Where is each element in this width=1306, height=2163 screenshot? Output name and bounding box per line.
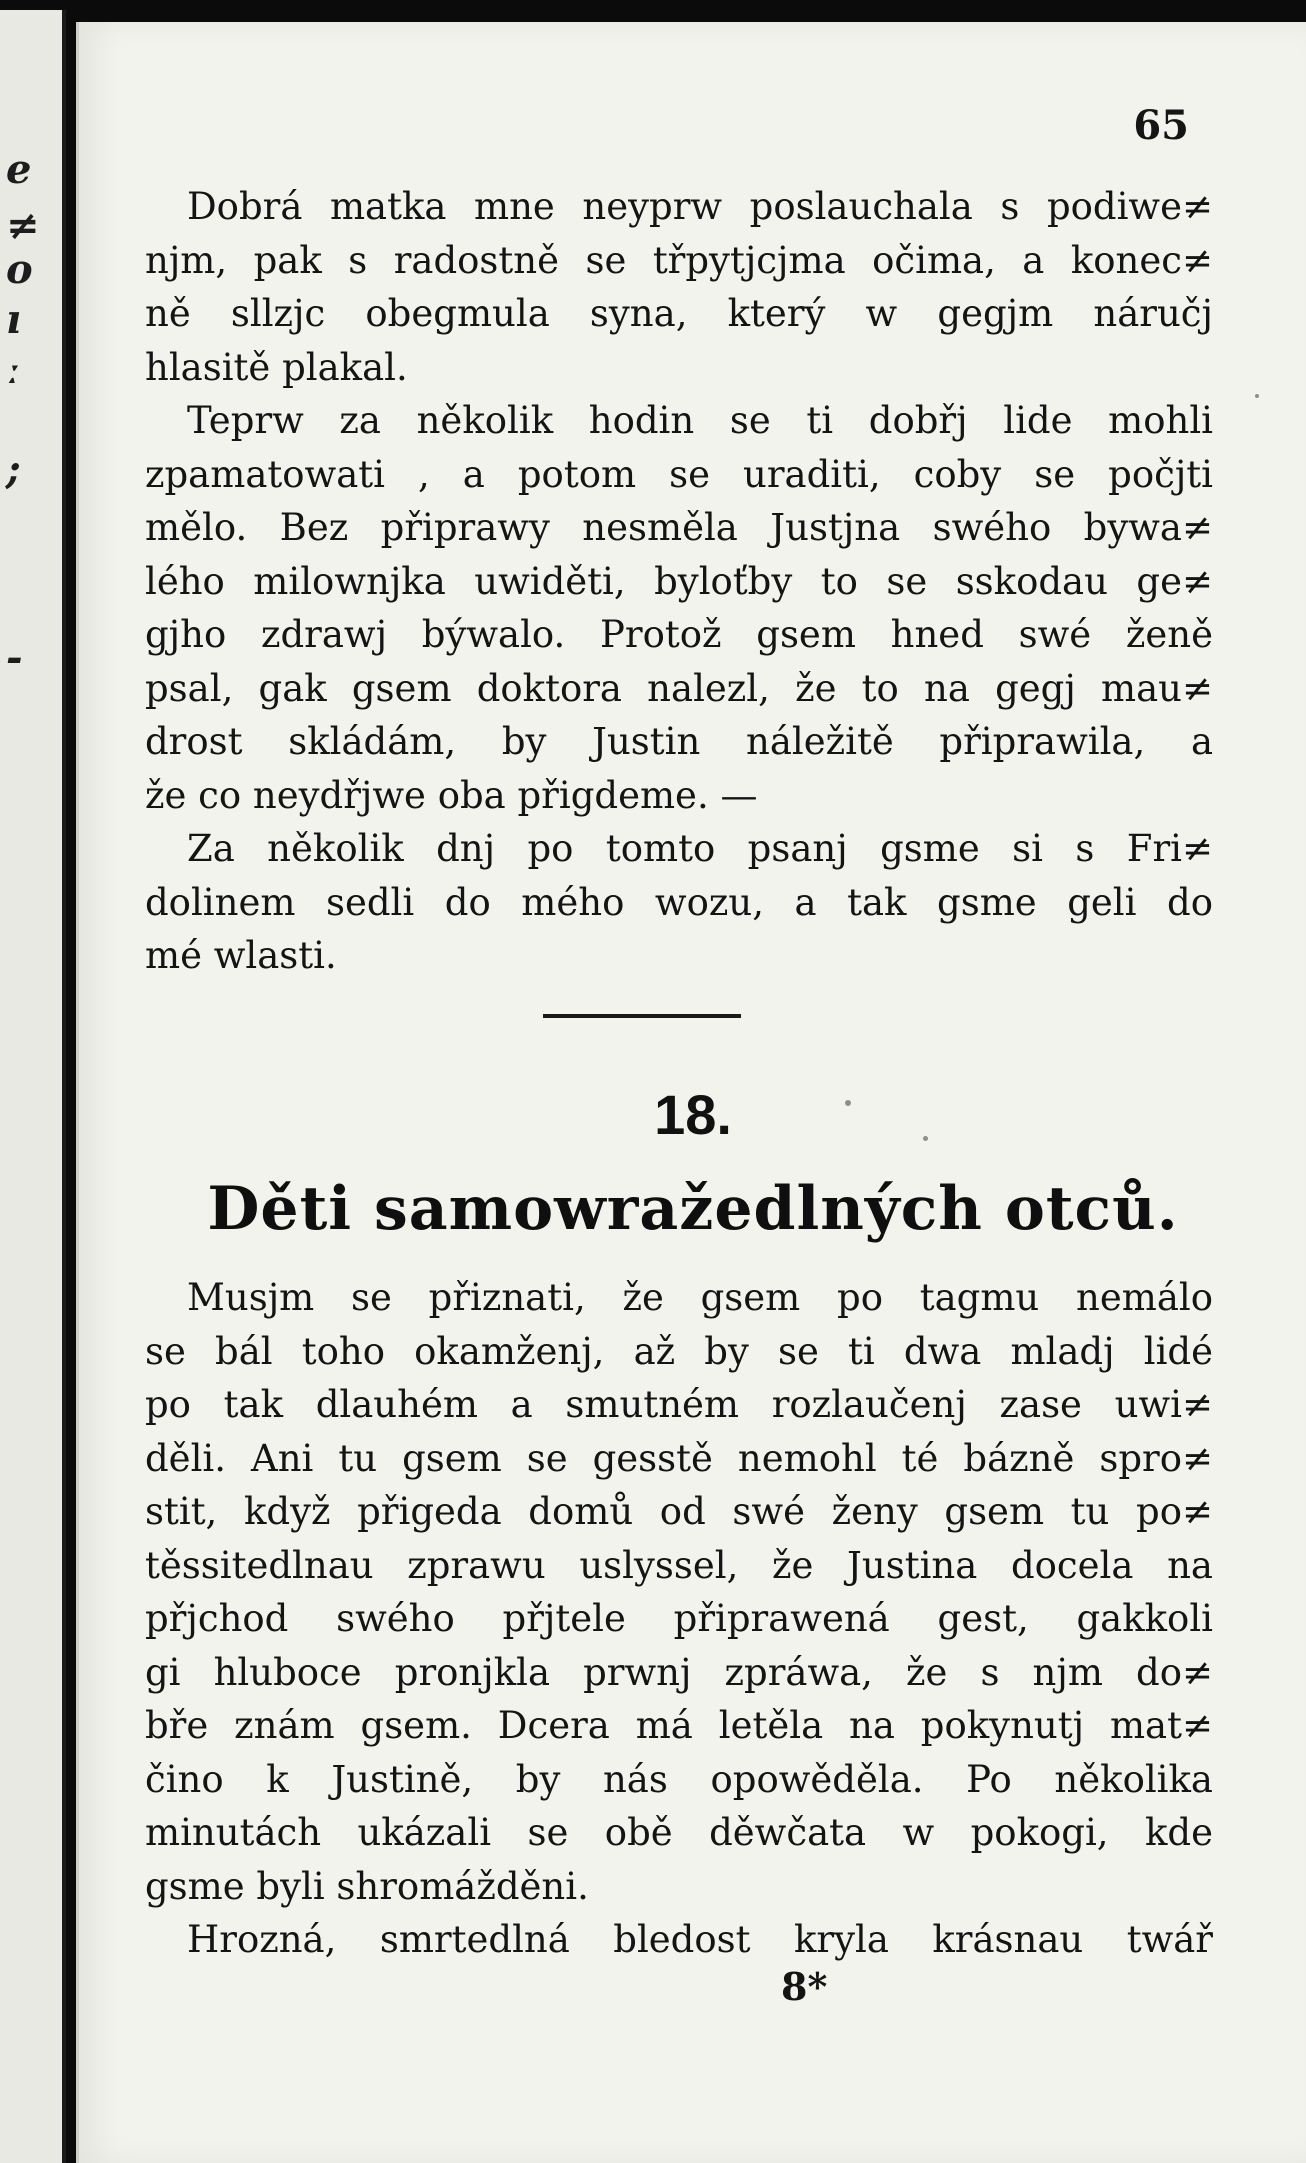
left-page-glyph: ː [6, 346, 21, 393]
text-line: hlasitě plakal. [145, 345, 408, 389]
text-line: čino k Justině, by nás opowěděla. Po několika [145, 1757, 1213, 1801]
text-line: těssitedlnau zprawu uslyssel, že Justina docela na [145, 1543, 1213, 1587]
text-line: gsme byli shromážděni. [145, 1864, 589, 1908]
left-page-glyph: ı [6, 296, 22, 343]
paper-speck [923, 1136, 928, 1141]
text-line: dolinem sedli do mého wozu, a tak gsme geli do [145, 880, 1213, 924]
text-line: že co neydřjwe oba přigdeme. — [145, 773, 758, 817]
paper-speck [845, 1100, 851, 1106]
text-line: se bál toho okamženj, až by se ti dwa mladj lidé [145, 1329, 1213, 1373]
signature-mark: 8* [781, 1964, 828, 2009]
text-line: bře znám gsem. Dcera má letěla na pokynutj mat≠ [145, 1704, 1213, 1747]
text-line: po tak dlauhém a smutném rozlaučenj zase uwi≠ [145, 1383, 1213, 1426]
lower-text-block [145, 1271, 1213, 1967]
left-page-glyph: e [6, 146, 32, 193]
left-page-glyph: ; [6, 446, 21, 493]
text-line: Teprw za několik hodin se ti dobřj lide mohli [187, 399, 1213, 442]
section-divider-rule [543, 1014, 741, 1018]
text-line: gjho zdrawj býwalo. Protož gsem hned swé ženě [145, 613, 1213, 656]
text-line: minutách ukázali se obě děwčata w pokogi, kde [145, 1811, 1213, 1854]
left-page-glyph: o [6, 246, 33, 293]
text-line: přjchod swého přjtele připrawená gest, gakkoli [145, 1597, 1213, 1640]
text-line: Za několik dnj po tomto psanj gsme si s Fri≠ [187, 827, 1213, 870]
left-page-glyph: ≠ [6, 202, 40, 249]
left-page-glyph: - [6, 634, 23, 681]
text-line: drost skládám, by Justin náležitě připrawila, a [145, 720, 1213, 763]
book-page [76, 22, 1306, 2163]
text-line: Hrozná, smrtedlná bledost kryla krásnau twář [187, 1918, 1213, 1961]
text-line: lého milownjka uwiděti, byloťby to se sskodau ge≠ [145, 559, 1213, 603]
text-line: Dobrá matka mne neyprw poslauchala s podiwe≠ [187, 185, 1213, 228]
page-number: 65 [1133, 102, 1189, 149]
chapter-title: Děti samowražedlných otců. [207, 1174, 1179, 1244]
text-line: gi hluboce pronjkla prwnj zpráwa, že s njm do≠ [145, 1650, 1213, 1694]
text-line: děli. Ani tu gsem se gesstě nemohl té bázně spro≠ [145, 1436, 1213, 1480]
text-line: njm, pak s radostně se třpytjcjma očima, a konec≠ [145, 238, 1213, 282]
text-line: psal, gak gsem doktora nalezl, že to na gegj mau≠ [145, 666, 1213, 710]
text-line: zpamatowati , a potom se uraditi, coby se počjti [145, 452, 1213, 496]
left-page-edge [0, 10, 66, 2163]
upper-text-block [145, 180, 1213, 983]
text-line: ně sllzjc obegmula syna, který w gegjm náručj [145, 292, 1213, 335]
text-line: Musjm se přiznati, že gsem po tagmu nemálo [187, 1276, 1213, 1319]
text-line: mělo. Bez připrawy nesměla Justjna swého bywa≠ [145, 506, 1213, 549]
text-line: mé wlasti. [145, 934, 337, 977]
chapter-number: 18. [654, 1083, 732, 1146]
paper-speck [1255, 394, 1259, 398]
text-line: stit, když přigeda domů od swé ženy gsem tu po≠ [145, 1490, 1213, 1533]
